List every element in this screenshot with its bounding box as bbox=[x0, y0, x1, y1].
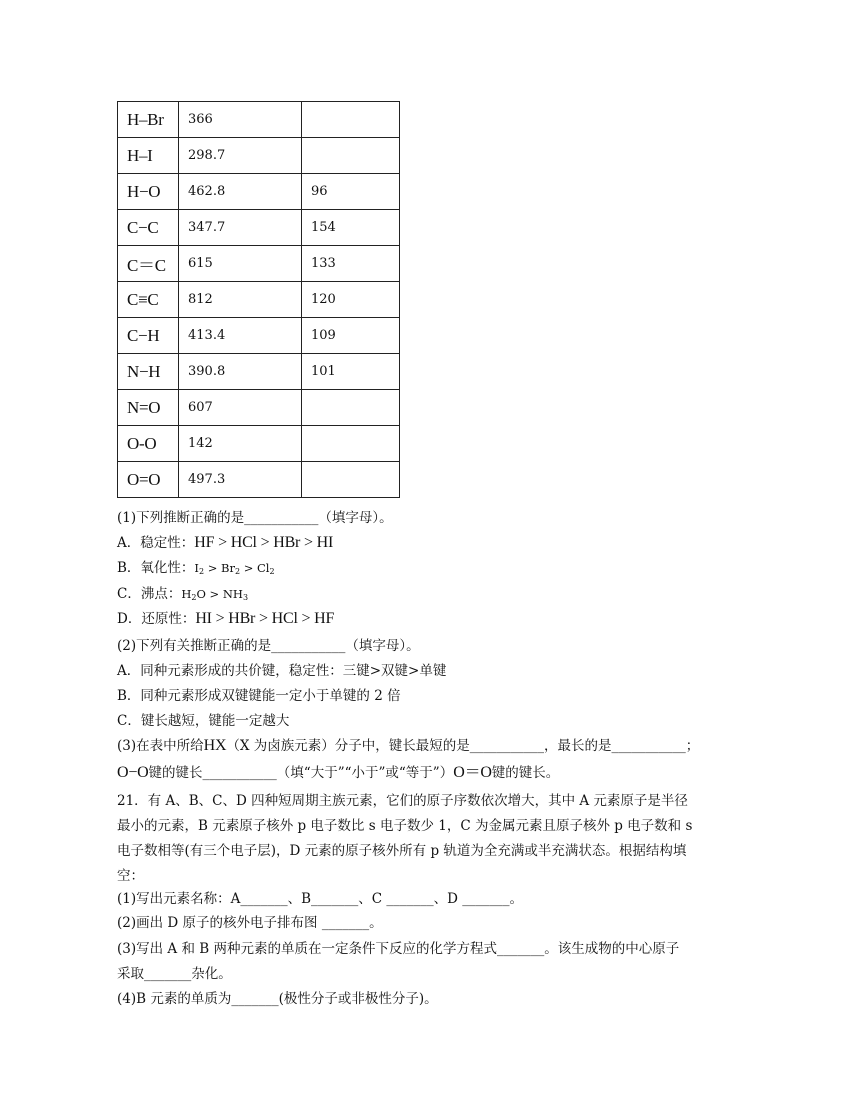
q1-option-a-formula: HF > HCl > HBr > HI bbox=[194, 534, 334, 551]
subscript: 2 bbox=[191, 593, 197, 602]
table-row bbox=[118, 390, 400, 426]
q21-line-2: 最小的元素，B 元素原子核外 p 电子数比 s 电子数少 1，C 为金属元素且原子核外 p 电子数和 s bbox=[117, 818, 693, 834]
q1-option-d-label: D．还原性： bbox=[117, 611, 196, 627]
formula-part: I bbox=[194, 561, 199, 575]
subscript: 2 bbox=[198, 567, 205, 576]
table-row bbox=[118, 246, 400, 282]
q3-hx-formula: HX bbox=[203, 737, 227, 754]
q1-option-c-label: C．沸点： bbox=[117, 586, 182, 602]
energy-cell: 413.4 bbox=[179, 318, 302, 354]
length-cell bbox=[302, 102, 400, 138]
bond-cell: N−H bbox=[118, 354, 179, 390]
q21-part-3b: 采取_______杂化。 bbox=[117, 966, 232, 982]
length-cell: 109 bbox=[302, 318, 400, 354]
length-cell: 120 bbox=[302, 282, 400, 318]
formula-part: O > NH bbox=[196, 587, 243, 601]
q1-option-a-label: A．稳定性： bbox=[117, 535, 195, 551]
q1-option-d bbox=[117, 609, 334, 629]
energy-cell: 812 bbox=[179, 282, 302, 318]
q2-option-c: C．键长越短，键能一定越大 bbox=[117, 713, 290, 729]
length-cell bbox=[302, 138, 400, 174]
q1-option-c-formula bbox=[181, 587, 248, 601]
length-cell bbox=[302, 390, 400, 426]
bond-cell: O-O bbox=[118, 426, 179, 462]
q3-text: 键的键长。 bbox=[491, 765, 560, 781]
q3-text: (3)在表中所给 bbox=[117, 738, 204, 754]
q21-part-1: (1)写出元素名称：A_______、B_______、C _______、D _______。 bbox=[117, 891, 524, 907]
table-row bbox=[118, 282, 400, 318]
bond-cell: C＝C bbox=[118, 246, 179, 282]
energy-cell: 615 bbox=[179, 246, 302, 282]
bond-table-body bbox=[118, 102, 400, 498]
bond-data-table bbox=[117, 101, 400, 498]
bond-cell: C≡C bbox=[118, 282, 179, 318]
bond-cell: C−H bbox=[118, 318, 179, 354]
subscript: 3 bbox=[242, 593, 249, 602]
q1-option-c bbox=[117, 584, 248, 604]
formula-part: H bbox=[181, 587, 192, 601]
q21-part-3a: (3)写出 A 和 B 两种元素的单质在一定条件下反应的化学方程式_______。该生成物的中心原子 bbox=[117, 941, 680, 957]
energy-cell: 298.7 bbox=[179, 138, 302, 174]
table-row bbox=[118, 138, 400, 174]
table-row bbox=[118, 174, 400, 210]
bond-cell: H–I bbox=[118, 138, 179, 174]
bond-cell: N=O bbox=[118, 390, 179, 426]
energy-cell: 497.3 bbox=[179, 462, 302, 498]
energy-cell: 462.8 bbox=[179, 174, 302, 210]
table-row bbox=[118, 210, 400, 246]
q2-option-a: A．同种元素形成的共价键，稳定性：三键>双键>单键 bbox=[117, 663, 447, 679]
length-cell: 133 bbox=[302, 246, 400, 282]
bond-cell: H−O bbox=[118, 174, 179, 210]
q2-option-b: B．同种元素形成双键键能一定小于单键的 2 倍 bbox=[117, 688, 401, 704]
q21-part-4: (4)B 元素的单质为_______(极性分子或非极性分子)。 bbox=[117, 991, 438, 1007]
q1-option-b-formula bbox=[194, 561, 274, 575]
q21-line-4: 空： bbox=[117, 868, 144, 884]
table-row bbox=[118, 318, 400, 354]
q1-option-d-formula: HI > HBr > HCl > HF bbox=[195, 610, 335, 627]
q3-text: （X 为卤族元素）分子中，键长最短的是___________，最长的是___________； bbox=[226, 738, 700, 754]
length-cell: 154 bbox=[302, 210, 400, 246]
q3-oo-double-formula: O＝O bbox=[453, 764, 492, 781]
energy-cell: 347.7 bbox=[179, 210, 302, 246]
bond-cell: O=O bbox=[118, 462, 179, 498]
q2-stem: (2)下列有关推断正确的是___________（填字母）。 bbox=[117, 638, 420, 654]
q1-option-a bbox=[117, 533, 333, 553]
q21-part-2: (2)画出 D 原子的核外电子排布图 _______。 bbox=[117, 915, 383, 931]
q21-line-1: 21．有 A、B、C、D 四种短周期主族元素，它们的原子序数依次增大，其中 A 元素原子是半径 bbox=[117, 793, 688, 809]
bond-cell: H–Br bbox=[118, 102, 179, 138]
bond-cell: C−C bbox=[118, 210, 179, 246]
q21-line-3: 电子数相等(有三个电子层)，D 元素的原子核外所有 p 轨道为全充满或半充满状态。根据结构填 bbox=[117, 843, 687, 859]
q3-line-1 bbox=[117, 736, 699, 756]
subscript: 2 bbox=[269, 567, 275, 576]
q3-oo-single-formula: O−O bbox=[117, 764, 149, 781]
length-cell: 101 bbox=[302, 354, 400, 390]
formula-part: > Cl bbox=[240, 561, 270, 575]
energy-cell: 142 bbox=[179, 426, 302, 462]
q3-text: 键的键长___________（填“大于”“小于”或“等于”） bbox=[148, 765, 454, 781]
table-row bbox=[118, 462, 400, 498]
length-cell bbox=[302, 426, 400, 462]
q3-line-2 bbox=[117, 763, 559, 783]
table-row bbox=[118, 426, 400, 462]
formula-part: > Br bbox=[204, 561, 235, 575]
length-cell: 96 bbox=[302, 174, 400, 210]
energy-cell: 390.8 bbox=[179, 354, 302, 390]
q1-option-b-label: B．氧化性： bbox=[117, 560, 195, 576]
q1-stem: (1)下列推断正确的是___________（填字母）。 bbox=[117, 510, 393, 526]
length-cell bbox=[302, 462, 400, 498]
q1-option-b bbox=[117, 558, 275, 578]
energy-cell: 366 bbox=[179, 102, 302, 138]
table-row bbox=[118, 102, 400, 138]
table-row bbox=[118, 354, 400, 390]
subscript: 2 bbox=[234, 567, 241, 576]
energy-cell: 607 bbox=[179, 390, 302, 426]
